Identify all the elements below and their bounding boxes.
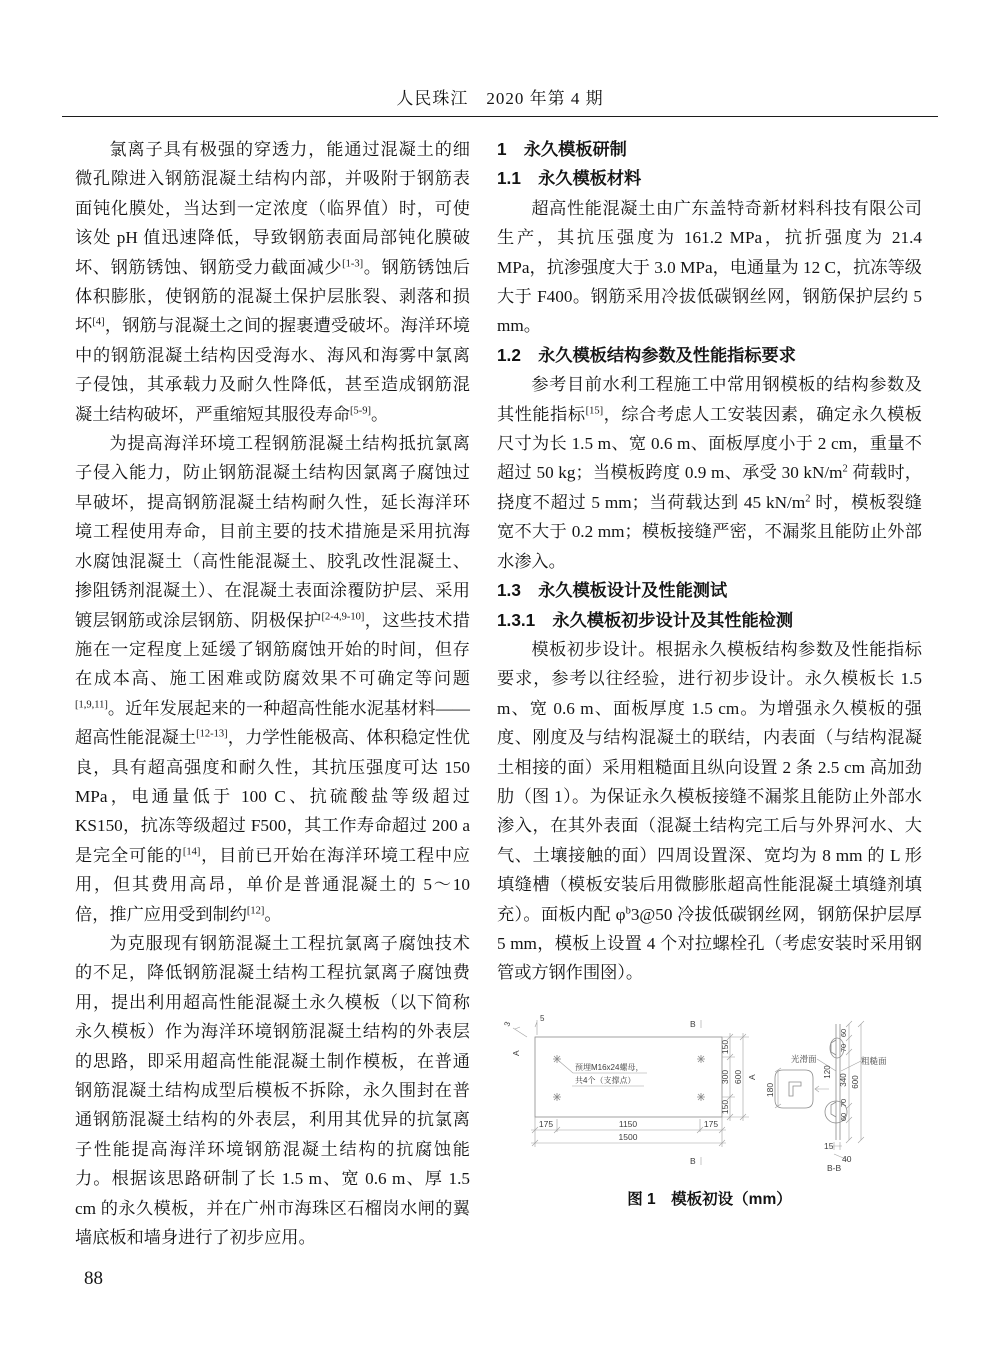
plan-dim-300: 300 [720, 1069, 730, 1084]
section-mark-b-top: B [690, 1018, 696, 1029]
section-dim-340: 340 [839, 1073, 848, 1087]
plan-dim-1500: 1500 [618, 1131, 638, 1142]
section-dim-120: 120 [823, 1065, 832, 1079]
page-number: 88 [84, 1268, 103, 1289]
two-column-body [0, 117, 1000, 1252]
plan-dim-1150: 1150 [618, 1118, 638, 1129]
section-1-heading: 1 永久模板研制 [497, 139, 627, 159]
paragraph-measures: 为提高海洋环境工程钢筋混凝土结构抵抗氯离子侵入能力，防止钢筋混凝土结构因氯离子腐蚀过早破坏，提高钢筋混凝土结构耐久性，延长海洋环境工程使用寿命，目前主要的技术措施是采用抗海水腐蚀混凝土（高性能混凝土、胶乳改性混凝土、掺阻锈剂混凝土）、在混凝土表面涂覆防护层、采用镀层钢筋或涂层钢筋、阴极保护[2-4,9-10]，这些技术措施在一定程度上延缓了钢筋腐蚀开始的时间，但存在成本高、施工困难或防腐效果不可确定等问题[1,9,11]。近年发展起来的一种超高性能水泥基材料——超高性能混凝土[12-13]，力学性能极高、体积稳定性优良，具有超高强度和耐久性，其抗压强度可达 150 MPa，电通量低于 100 C、抗硫酸盐等级超过 KS150，抗冻等级超过 F500，其工作寿命超过 200 a 是完全可能的[14]，目前已开始在海洋环境工程中应用，但其费用高昂，单价是普通混凝土的 5～10 倍，推广应用受到制约[12]。 [75, 434, 470, 924]
label-rough-surface: 粗糙面 [861, 1055, 887, 1066]
plan-dim-600: 600 [733, 1069, 743, 1084]
section-1-1-heading: 1.1 永久模板材料 [497, 168, 642, 189]
left-column [75, 135, 470, 1252]
section-dim-60-bottom: 60 [839, 1112, 848, 1121]
plan-note-line1: 预埋M16x24螺母， [575, 1062, 644, 1072]
plan-dim-175-left: 175 [538, 1118, 554, 1129]
dim-edge-left: 3 [502, 1020, 513, 1028]
journal-header: 人民珠江 2020 年第 4 期 [396, 89, 604, 108]
plan-note-line2: 共4个（支撑点） [575, 1075, 636, 1085]
section-mark-bb: B-B [827, 1162, 842, 1172]
section-dim-70-top: 70 [839, 1043, 848, 1052]
figure-1-caption: 图 1 模板初设（mm） [627, 1190, 792, 1208]
paragraph-intro-chloride: 氯离子具有极强的穿透力，能通过混凝土的细微孔隙进入钢筋混凝土结构内部，并吸附于钢筋表面钝化膜处，当达到一定浓度（临界值）时，可使该处 pH 值迅速降低，导致钢筋表面局部钝化膜破坏、钢筋锈蚀、钢筋受力截面减少[1-3]。钢筋锈蚀后体积膨胀，使钢筋的混凝土保护层胀裂、剥落和损坏[4]，钢筋与混凝土之间的握裹遭受破坏。海洋环境中的钢筋混凝土结构因受海水、海风和海雾中氯离子侵蚀，其承载力及耐久性降低，甚至造成钢筋混凝土结构破坏，严重缩短其服役寿命[5-9]。 [75, 140, 470, 424]
dim-edge-top: 5 [540, 1013, 545, 1023]
section-dim-15: 15 [824, 1140, 834, 1151]
section-dim-60-top: 60 [839, 1028, 848, 1037]
figure-1 [497, 1012, 922, 1209]
section-1-2-heading: 1.2 永久模板结构参数及性能指标要求 [497, 344, 796, 365]
section-dim-70-bottom: 70 [839, 1098, 848, 1107]
section-mark-b-bottom: B [690, 1155, 696, 1166]
section-mark-a-right: A [747, 1074, 757, 1080]
plan-dim-150-bottom: 150 [720, 1099, 730, 1114]
section-1-3-1-heading: 1.3.1 永久模板初步设计及其性能检测 [497, 609, 794, 630]
label-smooth-surface: 光滑面 [791, 1053, 817, 1064]
right-column [497, 135, 922, 1252]
section-dim-180: 180 [765, 1082, 775, 1097]
paragraph-1-2: 参考目前水利工程施工中常用钢模板的结构参数及其性能指标[15]，综合考虑人工安装因素，确定永久模板尺寸为长 1.5 m、宽 0.6 m、面板厚度小于 2 cm，重量不超过 50 kg；当模板跨度 0.9 m、承受 30 $kN/m^2$ 荷载时，挠度不超过 5 mm；当荷载达到 45 $kN/m^2$ 时，模板裂缝宽不大于 0.2 mm；模板接缝严密，不漏浆且能防止外部水渗入。 [497, 375, 922, 571]
plan-dim-175-right: 175 [703, 1118, 719, 1129]
section-1-3-heading: 1.3 永久模板设计及性能测试 [497, 580, 728, 601]
formwork-drawing [497, 1012, 922, 1172]
paragraph-1-3-1: 模板初步设计。根据永久模板结构参数及性能指标要求，参考以往经验，进行初步设计。永久模板长 1.5 m、宽 0.6 m、面板厚度 1.5 cm。为增强永久模板的强度、刚度及与结构混凝土的联结，内表面（与结构混凝土相接的面）采用粗糙面且纵向设置 2 条 2.5 cm 高加劲肋（图 1）。为保证永久模板接缝不漏浆且能防止外部水渗入，在其外表面（混凝土结构完工后与外界河水、大气、土壤接触的面）四周设置深、宽均为 8 mm 的 L 形填缝槽（模板安装后用微膨胀超高性能混凝土填缝剂填充）。面板内配 $\varphi^b3@50$ 冷拔低碳钢丝网，钢筋保护层厚 5 mm，模板上设置 4 个对拉螺栓孔（考虑安装时采用钢管或方钢作围囹）。 [497, 639, 922, 983]
section-dim-40: 40 [842, 1153, 852, 1164]
paragraph-1-1: 超高性能混凝土由广东盖特奇新材料科技有限公司生产，其抗压强度为 161.2 MPa，抗折强度为 21.4 MPa，抗渗强度大于 3.0 MPa，电通量为 12 C，抗冻等级大于 F400。钢筋采用冷拔低碳钢丝网，钢筋保护层约 5 mm。 [497, 198, 922, 336]
plan-dim-150-top: 150 [720, 1039, 730, 1054]
section-dim-600: 600 [851, 1075, 860, 1089]
paragraph-proposal: 为克服现有钢筋混凝土工程抗氯离子腐蚀技术的不足，降低钢筋混凝土结构工程抗氯离子腐蚀费用，提出利用超高性能混凝土永久模板（以下简称永久模板）作为海洋环境钢筋混凝土结构的外表层的思路，即采用超高性能混凝土制作模板，在普通钢筋混凝土结构成型后模板不拆除，永久围封在普通钢筋混凝土结构的外表层，利用其优异的抗氯离子性能提高海洋环境钢筋混凝土结构的抗腐蚀能力。根据该思路研制了长 1.5 m、宽 0.6 m、厚 1.5 cm 的永久模板，并在广州市海珠区石榴岗水闸的翼墙底板和墙身进行了初步应用。 [75, 933, 470, 1248]
section-mark-a-left: A [511, 1050, 521, 1056]
